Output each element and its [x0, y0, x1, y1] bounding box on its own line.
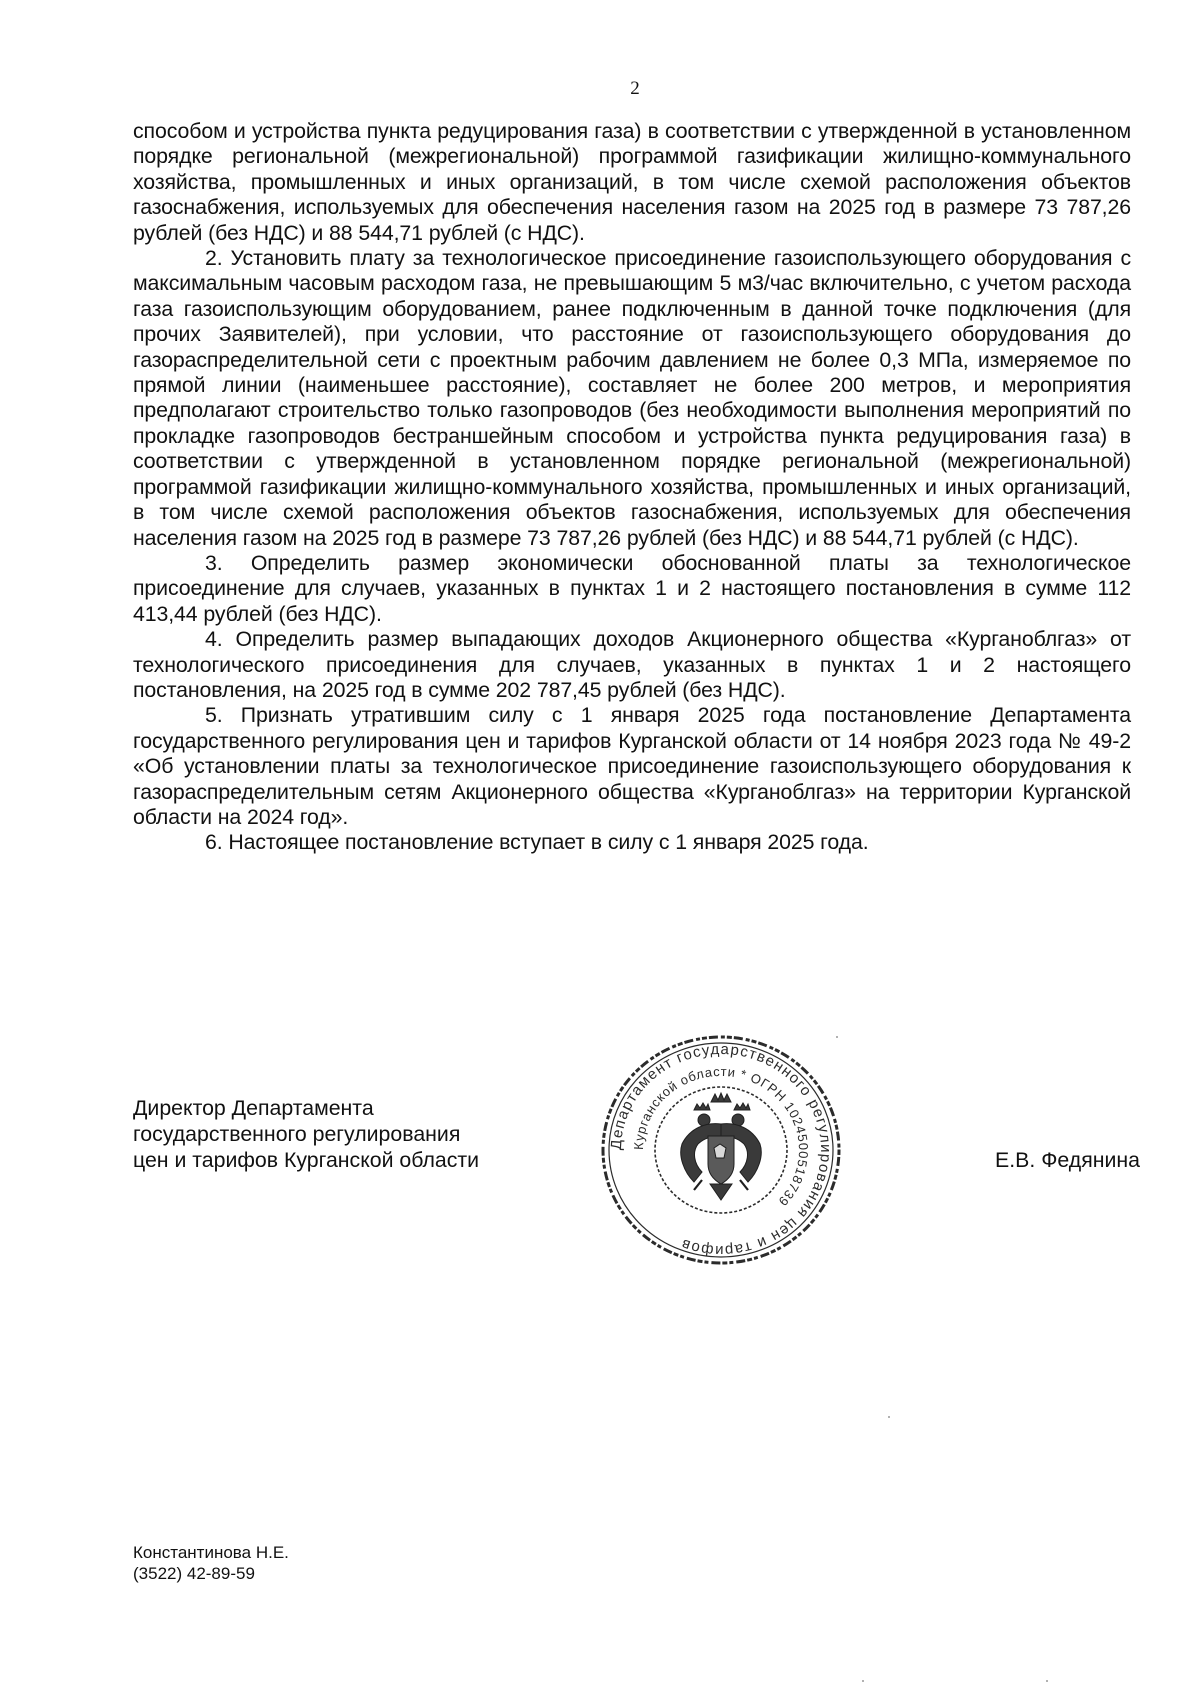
document-body: [133, 119, 1131, 856]
signatory-title: [133, 1095, 583, 1173]
seal-inner-text: Курганской области * ОГРН 1024500518739: [630, 1063, 812, 1210]
official-seal: [598, 1032, 844, 1268]
signatory-title-line: цен и тарифов Курганской области: [133, 1148, 480, 1172]
paragraph-item-3: 3. Определить размер экономически обоснованной платы за технологическое присоединение для случаев, указанных в пунктах 1 и 2 настоящего постановления в сумме 112 413,44 рублей (без НДС).: [133, 550, 1131, 626]
executor-name: Константинова Н.Е.: [133, 1543, 289, 1562]
signatory-name: Е.В. Федянина: [995, 1148, 1140, 1172]
seal-outer-text: Департамент государственного регулирования цен и тарифов: [607, 1040, 835, 1260]
signatory-title-line: Директор Департамента: [133, 1096, 374, 1120]
paragraph-continuation: способом и устройства пункта редуцирования газа) в соответствии с утвержденной в установленном порядке региональной (межрегиональной) программой газификации жилищно-коммунального хозяйства, промышленных и иных организаций, в том числе схемой расположения объектов газоснабжения, используемых для обеспечения населения газом на 2025 год в размере 73 787,26 рублей (без НДС) и 88 544,71 рублей (с НДС).: [133, 119, 1131, 245]
signatory-title-line: государственного регулирования: [133, 1122, 461, 1146]
scan-speck: [862, 1680, 864, 1682]
paragraph-item-6: 6. Настоящее постановление вступает в силу с 1 января 2025 года.: [205, 830, 869, 855]
paragraph-item-2: 2. Установить плату за технологическое присоединение газоиспользующего оборудования с максимальным часовым расходом газа, не превышающим 5 м3/час включительно, с учетом расхода газа газоиспользующим оборудованием, ранее подключенным в данной точке подключения (для прочих Заявителей), при условии, что расстояние от газоиспользующего оборудования до газораспределительной сети с проектным рабочим давлением не более 0,3 МПа, измеряемое по прямой линии (наименьшее расстояние), составляет не более 200 метров, и мероприятия предполагают строительство только газопроводов (без необходимости выполнения мероприятий по прокладке газопроводов бестраншейным способом и устройства пункта редуцирования газа) в соответствии с утвержденной в установленном порядке региональной (межрегиональной) программой газификации жилищно-коммунального хозяйства, промышленных и иных организаций, в том числе схемой расположения объектов газоснабжения, используемых для обеспечения населения газом на 2025 год в размере 73 787,26 рублей (без НДС) и 88 544,71 рублей (с НДС).: [133, 246, 1131, 550]
page-number: 2: [630, 78, 640, 99]
scan-speck: [1046, 1680, 1048, 1682]
scan-speck: [836, 1036, 838, 1038]
scan-speck: [888, 1416, 890, 1418]
coat-of-arms-icon: [681, 1093, 762, 1200]
executor-phone: (3522) 42-89-59: [133, 1564, 255, 1583]
paragraph-item-4: 4. Определить размер выпадающих доходов Акционерного общества «Курганоблгаз» от технологического присоединения для случаев, указанных в пунктах 1 и 2 настоящего постановления, на 2025 год в сумме 202 787,45 рублей (без НДС).: [133, 627, 1131, 702]
executor-contact: [133, 1542, 289, 1584]
paragraph-item-5: 5. Признать утратившим силу с 1 января 2025 года постановление Департамента государственного регулирования цен и тарифов Курганской области от 14 ноября 2023 года № 49-2 «Об установлении платы за технологическое присоединение газоиспользующего оборудования к газораспределительным сетям Акционерного общества «Курганоблгаз» на территории Курганской области на 2024 год».: [133, 703, 1131, 829]
